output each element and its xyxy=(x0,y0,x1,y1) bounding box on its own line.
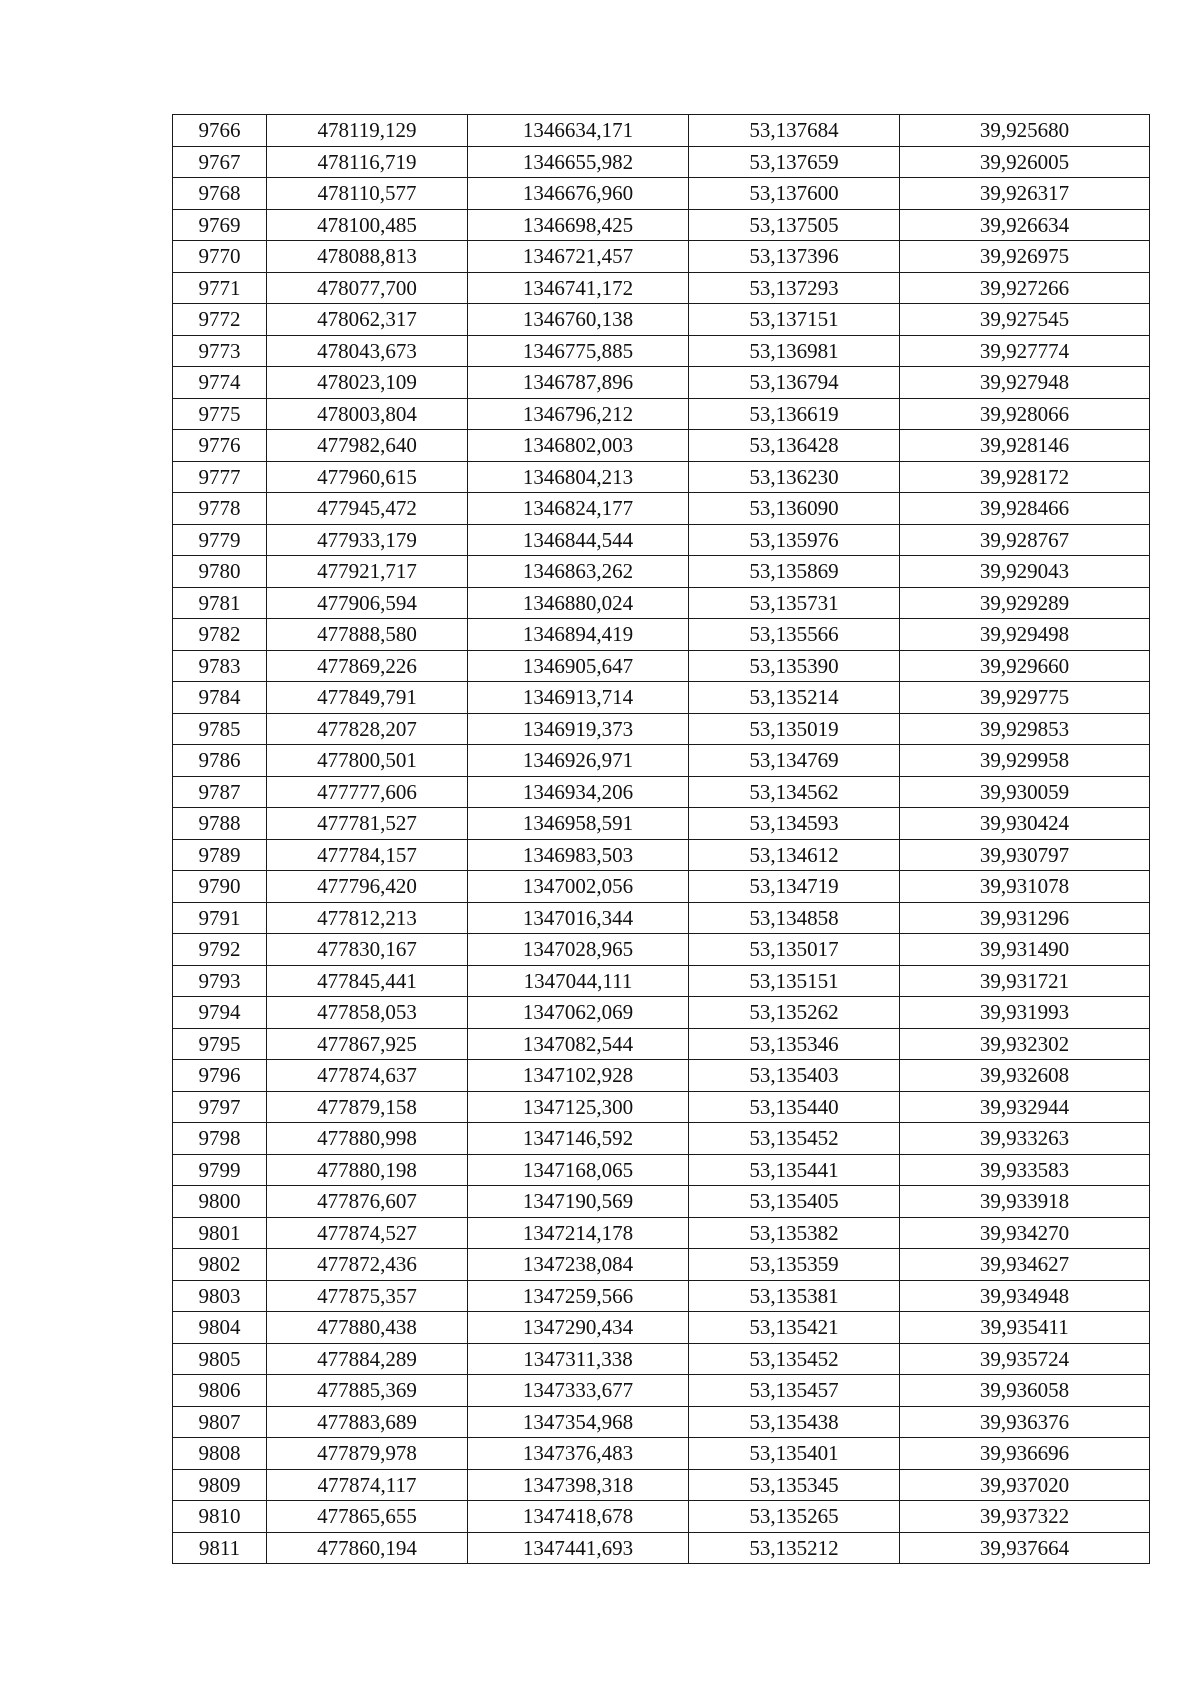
longitude-cell: 39,931490 xyxy=(900,934,1150,966)
table-row xyxy=(173,1469,1150,1501)
y-coordinate-cell: 1346880,024 xyxy=(468,587,689,619)
x-coordinate-cell: 477883,689 xyxy=(267,1406,468,1438)
table-row xyxy=(173,1154,1150,1186)
point-number-cell: 9799 xyxy=(173,1154,267,1186)
y-coordinate-cell: 1347016,344 xyxy=(468,902,689,934)
point-number-cell: 9811 xyxy=(173,1532,267,1564)
latitude-cell: 53,135566 xyxy=(689,619,900,651)
table-row xyxy=(173,839,1150,871)
y-coordinate-cell: 1346804,213 xyxy=(468,461,689,493)
table-row xyxy=(173,1406,1150,1438)
table-row xyxy=(173,1060,1150,1092)
latitude-cell: 53,135438 xyxy=(689,1406,900,1438)
longitude-cell: 39,932302 xyxy=(900,1028,1150,1060)
table-row xyxy=(173,587,1150,619)
table-row xyxy=(173,1532,1150,1564)
point-number-cell: 9790 xyxy=(173,871,267,903)
y-coordinate-cell: 1346760,138 xyxy=(468,304,689,336)
longitude-cell: 39,926005 xyxy=(900,146,1150,178)
x-coordinate-cell: 477845,441 xyxy=(267,965,468,997)
y-coordinate-cell: 1346721,457 xyxy=(468,241,689,273)
y-coordinate-cell: 1347102,928 xyxy=(468,1060,689,1092)
point-number-cell: 9808 xyxy=(173,1438,267,1470)
point-number-cell: 9779 xyxy=(173,524,267,556)
y-coordinate-cell: 1347190,569 xyxy=(468,1186,689,1218)
x-coordinate-cell: 477874,117 xyxy=(267,1469,468,1501)
point-number-cell: 9785 xyxy=(173,713,267,745)
y-coordinate-cell: 1346775,885 xyxy=(468,335,689,367)
point-number-cell: 9775 xyxy=(173,398,267,430)
latitude-cell: 53,137505 xyxy=(689,209,900,241)
latitude-cell: 53,134612 xyxy=(689,839,900,871)
latitude-cell: 53,135452 xyxy=(689,1343,900,1375)
latitude-cell: 53,135151 xyxy=(689,965,900,997)
longitude-cell: 39,931078 xyxy=(900,871,1150,903)
latitude-cell: 53,137659 xyxy=(689,146,900,178)
y-coordinate-cell: 1347333,677 xyxy=(468,1375,689,1407)
table-row xyxy=(173,1186,1150,1218)
y-coordinate-cell: 1347418,678 xyxy=(468,1501,689,1533)
x-coordinate-cell: 477800,501 xyxy=(267,745,468,777)
latitude-cell: 53,135731 xyxy=(689,587,900,619)
latitude-cell: 53,135359 xyxy=(689,1249,900,1281)
latitude-cell: 53,134769 xyxy=(689,745,900,777)
longitude-cell: 39,929498 xyxy=(900,619,1150,651)
y-coordinate-cell: 1346913,714 xyxy=(468,682,689,714)
table-row xyxy=(173,1343,1150,1375)
y-coordinate-cell: 1346983,503 xyxy=(468,839,689,871)
point-number-cell: 9809 xyxy=(173,1469,267,1501)
point-number-cell: 9794 xyxy=(173,997,267,1029)
longitude-cell: 39,937020 xyxy=(900,1469,1150,1501)
x-coordinate-cell: 477945,472 xyxy=(267,493,468,525)
latitude-cell: 53,135452 xyxy=(689,1123,900,1155)
point-number-cell: 9780 xyxy=(173,556,267,588)
point-number-cell: 9777 xyxy=(173,461,267,493)
latitude-cell: 53,134562 xyxy=(689,776,900,808)
point-number-cell: 9772 xyxy=(173,304,267,336)
x-coordinate-cell: 477960,615 xyxy=(267,461,468,493)
point-number-cell: 9771 xyxy=(173,272,267,304)
point-number-cell: 9787 xyxy=(173,776,267,808)
y-coordinate-cell: 1347146,592 xyxy=(468,1123,689,1155)
table-row xyxy=(173,713,1150,745)
y-coordinate-cell: 1346919,373 xyxy=(468,713,689,745)
table-row xyxy=(173,776,1150,808)
y-coordinate-cell: 1347238,084 xyxy=(468,1249,689,1281)
longitude-cell: 39,929775 xyxy=(900,682,1150,714)
latitude-cell: 53,135262 xyxy=(689,997,900,1029)
x-coordinate-cell: 477849,791 xyxy=(267,682,468,714)
y-coordinate-cell: 1346905,647 xyxy=(468,650,689,682)
table-row xyxy=(173,1091,1150,1123)
longitude-cell: 39,932944 xyxy=(900,1091,1150,1123)
x-coordinate-cell: 478100,485 xyxy=(267,209,468,241)
latitude-cell: 53,135457 xyxy=(689,1375,900,1407)
longitude-cell: 39,926317 xyxy=(900,178,1150,210)
y-coordinate-cell: 1346934,206 xyxy=(468,776,689,808)
latitude-cell: 53,135421 xyxy=(689,1312,900,1344)
table-row xyxy=(173,461,1150,493)
x-coordinate-cell: 477874,527 xyxy=(267,1217,468,1249)
longitude-cell: 39,927948 xyxy=(900,367,1150,399)
y-coordinate-cell: 1347044,111 xyxy=(468,965,689,997)
point-number-cell: 9784 xyxy=(173,682,267,714)
longitude-cell: 39,929958 xyxy=(900,745,1150,777)
latitude-cell: 53,136230 xyxy=(689,461,900,493)
table-row xyxy=(173,682,1150,714)
longitude-cell: 39,936696 xyxy=(900,1438,1150,1470)
y-coordinate-cell: 1347376,483 xyxy=(468,1438,689,1470)
table-row xyxy=(173,871,1150,903)
table-row xyxy=(173,524,1150,556)
x-coordinate-cell: 477874,637 xyxy=(267,1060,468,1092)
x-coordinate-cell: 477860,194 xyxy=(267,1532,468,1564)
longitude-cell: 39,937322 xyxy=(900,1501,1150,1533)
longitude-cell: 39,929289 xyxy=(900,587,1150,619)
longitude-cell: 39,927545 xyxy=(900,304,1150,336)
x-coordinate-cell: 477982,640 xyxy=(267,430,468,462)
latitude-cell: 53,135869 xyxy=(689,556,900,588)
table-row xyxy=(173,241,1150,273)
point-number-cell: 9769 xyxy=(173,209,267,241)
x-coordinate-cell: 477869,226 xyxy=(267,650,468,682)
x-coordinate-cell: 477784,157 xyxy=(267,839,468,871)
y-coordinate-cell: 1346741,172 xyxy=(468,272,689,304)
table-row xyxy=(173,335,1150,367)
y-coordinate-cell: 1347259,566 xyxy=(468,1280,689,1312)
y-coordinate-cell: 1347290,434 xyxy=(468,1312,689,1344)
x-coordinate-cell: 478116,719 xyxy=(267,146,468,178)
point-number-cell: 9781 xyxy=(173,587,267,619)
point-number-cell: 9782 xyxy=(173,619,267,651)
table-row xyxy=(173,146,1150,178)
longitude-cell: 39,928066 xyxy=(900,398,1150,430)
latitude-cell: 53,135214 xyxy=(689,682,900,714)
y-coordinate-cell: 1346802,003 xyxy=(468,430,689,462)
x-coordinate-cell: 477812,213 xyxy=(267,902,468,934)
longitude-cell: 39,934948 xyxy=(900,1280,1150,1312)
longitude-cell: 39,934270 xyxy=(900,1217,1150,1249)
latitude-cell: 53,135017 xyxy=(689,934,900,966)
x-coordinate-cell: 477880,198 xyxy=(267,1154,468,1186)
longitude-cell: 39,928466 xyxy=(900,493,1150,525)
latitude-cell: 53,137684 xyxy=(689,115,900,147)
table-row xyxy=(173,272,1150,304)
x-coordinate-cell: 478088,813 xyxy=(267,241,468,273)
x-coordinate-cell: 477880,998 xyxy=(267,1123,468,1155)
longitude-cell: 39,931296 xyxy=(900,902,1150,934)
latitude-cell: 53,135441 xyxy=(689,1154,900,1186)
table-row xyxy=(173,209,1150,241)
latitude-cell: 53,134858 xyxy=(689,902,900,934)
latitude-cell: 53,135346 xyxy=(689,1028,900,1060)
latitude-cell: 53,137600 xyxy=(689,178,900,210)
point-number-cell: 9793 xyxy=(173,965,267,997)
coordinates-table-body xyxy=(173,115,1150,1564)
y-coordinate-cell: 1347168,065 xyxy=(468,1154,689,1186)
coordinates-table xyxy=(172,114,1150,1564)
point-number-cell: 9776 xyxy=(173,430,267,462)
y-coordinate-cell: 1346796,212 xyxy=(468,398,689,430)
point-number-cell: 9778 xyxy=(173,493,267,525)
x-coordinate-cell: 477828,207 xyxy=(267,713,468,745)
longitude-cell: 39,925680 xyxy=(900,115,1150,147)
longitude-cell: 39,935411 xyxy=(900,1312,1150,1344)
longitude-cell: 39,929660 xyxy=(900,650,1150,682)
table-row xyxy=(173,1375,1150,1407)
latitude-cell: 53,135390 xyxy=(689,650,900,682)
point-number-cell: 9798 xyxy=(173,1123,267,1155)
table-row xyxy=(173,1217,1150,1249)
latitude-cell: 53,135440 xyxy=(689,1091,900,1123)
longitude-cell: 39,927266 xyxy=(900,272,1150,304)
longitude-cell: 39,926975 xyxy=(900,241,1150,273)
latitude-cell: 53,134593 xyxy=(689,808,900,840)
latitude-cell: 53,137396 xyxy=(689,241,900,273)
x-coordinate-cell: 477884,289 xyxy=(267,1343,468,1375)
x-coordinate-cell: 477888,580 xyxy=(267,619,468,651)
table-row xyxy=(173,934,1150,966)
longitude-cell: 39,937664 xyxy=(900,1532,1150,1564)
table-row xyxy=(173,1438,1150,1470)
table-row xyxy=(173,1312,1150,1344)
point-number-cell: 9789 xyxy=(173,839,267,871)
x-coordinate-cell: 477781,527 xyxy=(267,808,468,840)
latitude-cell: 53,135382 xyxy=(689,1217,900,1249)
table-row xyxy=(173,556,1150,588)
point-number-cell: 9767 xyxy=(173,146,267,178)
x-coordinate-cell: 477777,606 xyxy=(267,776,468,808)
point-number-cell: 9770 xyxy=(173,241,267,273)
table-row xyxy=(173,430,1150,462)
table-row xyxy=(173,619,1150,651)
point-number-cell: 9768 xyxy=(173,178,267,210)
y-coordinate-cell: 1346894,419 xyxy=(468,619,689,651)
table-row xyxy=(173,1280,1150,1312)
point-number-cell: 9792 xyxy=(173,934,267,966)
longitude-cell: 39,936058 xyxy=(900,1375,1150,1407)
x-coordinate-cell: 478062,317 xyxy=(267,304,468,336)
x-coordinate-cell: 477906,594 xyxy=(267,587,468,619)
latitude-cell: 53,136794 xyxy=(689,367,900,399)
latitude-cell: 53,134719 xyxy=(689,871,900,903)
table-row xyxy=(173,650,1150,682)
longitude-cell: 39,929853 xyxy=(900,713,1150,745)
table-row xyxy=(173,965,1150,997)
table-row xyxy=(173,902,1150,934)
x-coordinate-cell: 478110,577 xyxy=(267,178,468,210)
y-coordinate-cell: 1346676,960 xyxy=(468,178,689,210)
x-coordinate-cell: 478023,109 xyxy=(267,367,468,399)
table-row xyxy=(173,1501,1150,1533)
x-coordinate-cell: 477879,978 xyxy=(267,1438,468,1470)
table-row xyxy=(173,1028,1150,1060)
y-coordinate-cell: 1347354,968 xyxy=(468,1406,689,1438)
longitude-cell: 39,930797 xyxy=(900,839,1150,871)
y-coordinate-cell: 1347398,318 xyxy=(468,1469,689,1501)
longitude-cell: 39,936376 xyxy=(900,1406,1150,1438)
point-number-cell: 9804 xyxy=(173,1312,267,1344)
y-coordinate-cell: 1347082,544 xyxy=(468,1028,689,1060)
longitude-cell: 39,930059 xyxy=(900,776,1150,808)
point-number-cell: 9807 xyxy=(173,1406,267,1438)
y-coordinate-cell: 1346958,591 xyxy=(468,808,689,840)
longitude-cell: 39,931721 xyxy=(900,965,1150,997)
latitude-cell: 53,135381 xyxy=(689,1280,900,1312)
point-number-cell: 9795 xyxy=(173,1028,267,1060)
y-coordinate-cell: 1346926,971 xyxy=(468,745,689,777)
y-coordinate-cell: 1347214,178 xyxy=(468,1217,689,1249)
point-number-cell: 9788 xyxy=(173,808,267,840)
longitude-cell: 39,931993 xyxy=(900,997,1150,1029)
point-number-cell: 9806 xyxy=(173,1375,267,1407)
point-number-cell: 9783 xyxy=(173,650,267,682)
table-row xyxy=(173,808,1150,840)
table-row xyxy=(173,493,1150,525)
y-coordinate-cell: 1346787,896 xyxy=(468,367,689,399)
y-coordinate-cell: 1346634,171 xyxy=(468,115,689,147)
point-number-cell: 9796 xyxy=(173,1060,267,1092)
x-coordinate-cell: 477933,179 xyxy=(267,524,468,556)
latitude-cell: 53,135976 xyxy=(689,524,900,556)
x-coordinate-cell: 478043,673 xyxy=(267,335,468,367)
point-number-cell: 9805 xyxy=(173,1343,267,1375)
point-number-cell: 9801 xyxy=(173,1217,267,1249)
latitude-cell: 53,135403 xyxy=(689,1060,900,1092)
longitude-cell: 39,930424 xyxy=(900,808,1150,840)
y-coordinate-cell: 1347002,056 xyxy=(468,871,689,903)
longitude-cell: 39,934627 xyxy=(900,1249,1150,1281)
longitude-cell: 39,928767 xyxy=(900,524,1150,556)
x-coordinate-cell: 477872,436 xyxy=(267,1249,468,1281)
x-coordinate-cell: 478119,129 xyxy=(267,115,468,147)
longitude-cell: 39,932608 xyxy=(900,1060,1150,1092)
latitude-cell: 53,137151 xyxy=(689,304,900,336)
y-coordinate-cell: 1346844,544 xyxy=(468,524,689,556)
latitude-cell: 53,136981 xyxy=(689,335,900,367)
y-coordinate-cell: 1346824,177 xyxy=(468,493,689,525)
longitude-cell: 39,935724 xyxy=(900,1343,1150,1375)
longitude-cell: 39,933583 xyxy=(900,1154,1150,1186)
latitude-cell: 53,135019 xyxy=(689,713,900,745)
x-coordinate-cell: 477879,158 xyxy=(267,1091,468,1123)
point-number-cell: 9786 xyxy=(173,745,267,777)
y-coordinate-cell: 1347028,965 xyxy=(468,934,689,966)
point-number-cell: 9774 xyxy=(173,367,267,399)
x-coordinate-cell: 477876,607 xyxy=(267,1186,468,1218)
table-row xyxy=(173,178,1150,210)
x-coordinate-cell: 477865,655 xyxy=(267,1501,468,1533)
latitude-cell: 53,137293 xyxy=(689,272,900,304)
point-number-cell: 9800 xyxy=(173,1186,267,1218)
latitude-cell: 53,135401 xyxy=(689,1438,900,1470)
table-row xyxy=(173,1123,1150,1155)
x-coordinate-cell: 477880,438 xyxy=(267,1312,468,1344)
latitude-cell: 53,136090 xyxy=(689,493,900,525)
x-coordinate-cell: 477796,420 xyxy=(267,871,468,903)
x-coordinate-cell: 477875,357 xyxy=(267,1280,468,1312)
longitude-cell: 39,926634 xyxy=(900,209,1150,241)
point-number-cell: 9810 xyxy=(173,1501,267,1533)
longitude-cell: 39,928172 xyxy=(900,461,1150,493)
longitude-cell: 39,927774 xyxy=(900,335,1150,367)
y-coordinate-cell: 1347125,300 xyxy=(468,1091,689,1123)
point-number-cell: 9791 xyxy=(173,902,267,934)
table-row xyxy=(173,745,1150,777)
latitude-cell: 53,135265 xyxy=(689,1501,900,1533)
y-coordinate-cell: 1347062,069 xyxy=(468,997,689,1029)
x-coordinate-cell: 477858,053 xyxy=(267,997,468,1029)
table-row xyxy=(173,997,1150,1029)
table-row xyxy=(173,398,1150,430)
longitude-cell: 39,928146 xyxy=(900,430,1150,462)
x-coordinate-cell: 477830,167 xyxy=(267,934,468,966)
x-coordinate-cell: 478003,804 xyxy=(267,398,468,430)
point-number-cell: 9803 xyxy=(173,1280,267,1312)
latitude-cell: 53,135212 xyxy=(689,1532,900,1564)
y-coordinate-cell: 1346655,982 xyxy=(468,146,689,178)
latitude-cell: 53,135405 xyxy=(689,1186,900,1218)
y-coordinate-cell: 1346863,262 xyxy=(468,556,689,588)
longitude-cell: 39,933918 xyxy=(900,1186,1150,1218)
latitude-cell: 53,135345 xyxy=(689,1469,900,1501)
y-coordinate-cell: 1346698,425 xyxy=(468,209,689,241)
x-coordinate-cell: 477921,717 xyxy=(267,556,468,588)
table-row xyxy=(173,115,1150,147)
y-coordinate-cell: 1347311,338 xyxy=(468,1343,689,1375)
y-coordinate-cell: 1347441,693 xyxy=(468,1532,689,1564)
longitude-cell: 39,933263 xyxy=(900,1123,1150,1155)
point-number-cell: 9773 xyxy=(173,335,267,367)
table-row xyxy=(173,367,1150,399)
table-row xyxy=(173,1249,1150,1281)
point-number-cell: 9766 xyxy=(173,115,267,147)
x-coordinate-cell: 477885,369 xyxy=(267,1375,468,1407)
table-row xyxy=(173,304,1150,336)
point-number-cell: 9802 xyxy=(173,1249,267,1281)
x-coordinate-cell: 478077,700 xyxy=(267,272,468,304)
latitude-cell: 53,136428 xyxy=(689,430,900,462)
point-number-cell: 9797 xyxy=(173,1091,267,1123)
x-coordinate-cell: 477867,925 xyxy=(267,1028,468,1060)
latitude-cell: 53,136619 xyxy=(689,398,900,430)
longitude-cell: 39,929043 xyxy=(900,556,1150,588)
